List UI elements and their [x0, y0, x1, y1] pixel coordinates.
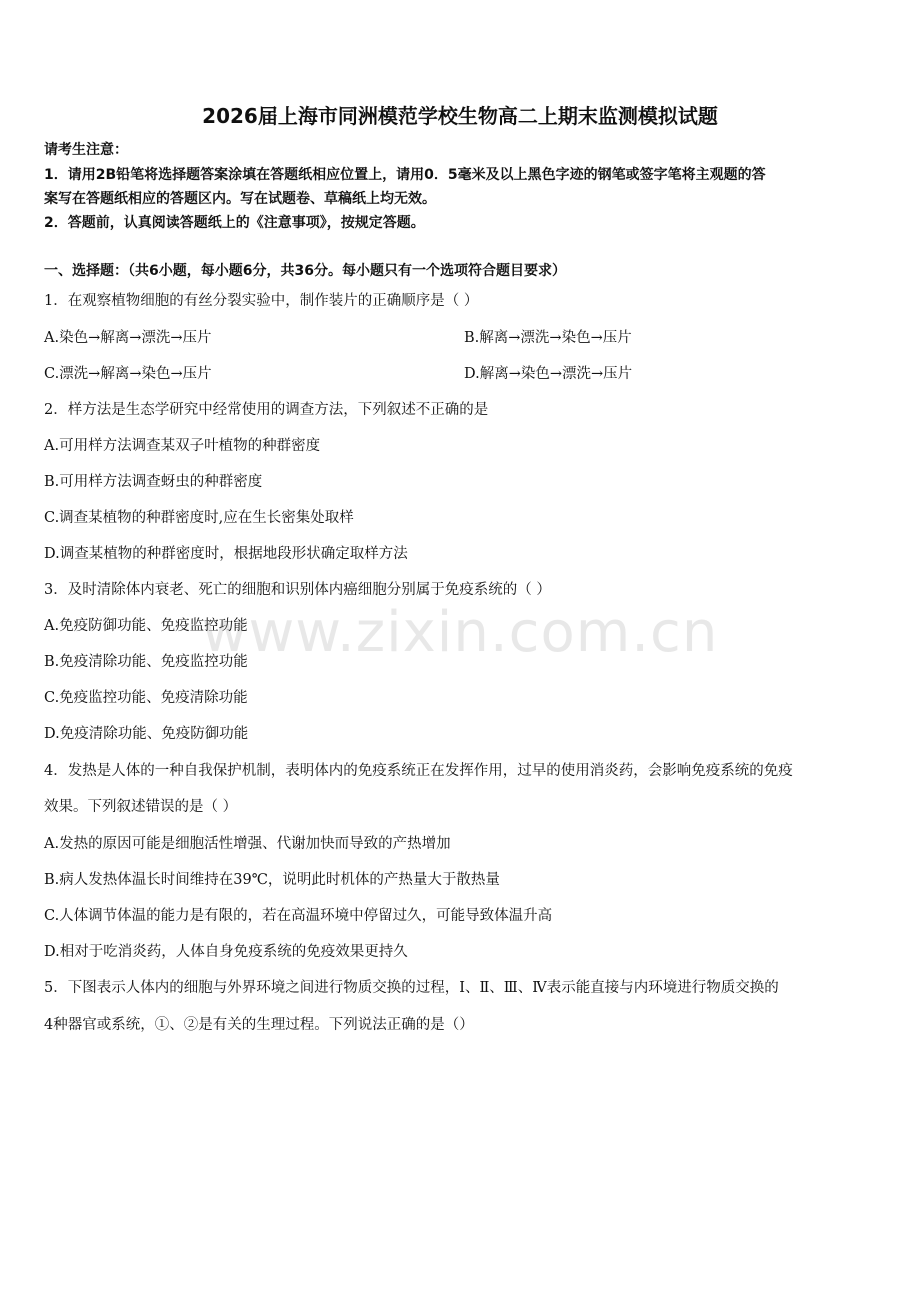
question-4-option-a: A.发热的原因可能是细胞活性增强、代谢加快而导致的产热增加 [44, 836, 451, 852]
question-4-stem-line-1: 4．发热是人体的一种自我保护机制，表明体内的免疫系统正在发挥作用，过早的使用消炎药，会影响免疫系统的免疫 [44, 763, 793, 779]
page-title: 2026届上海市同洲模范学校生物高二上期末监测模拟试题 [202, 104, 718, 128]
question-1-stem: 1．在观察植物细胞的有丝分裂实验中，制作装片的正确顺序是（ ） [44, 293, 479, 309]
section-heading: 一、选择题：（共6小题，每小题6分，共36分。每小题只有一个选项符合题目要求） [44, 263, 566, 279]
question-5-stem-line-1: 5．下图表示人体内的细胞与外界环境之间进行物质交换的过程，Ⅰ、Ⅱ、Ⅲ、Ⅳ表示能直接与内环境进行物质交换的 [44, 980, 779, 996]
notice-item-2: 2．答题前，认真阅读答题纸上的《注意事项》，按规定答题。 [44, 215, 425, 231]
question-2-option-c: C.调查某植物的种群密度时,应在生长密集处取样 [44, 510, 354, 526]
question-5-stem-line-2: 4种器官或系统，①、②是有关的生理过程。下列说法正确的是（） [44, 1017, 474, 1033]
question-1-option-c: C.漂洗→解离→染色→压片 [44, 366, 212, 382]
notice-item-1-line-2: 案写在答题纸相应的答题区内。写在试题卷、草稿纸上均无效。 [44, 191, 436, 207]
question-2-option-b: B.可用样方法调查蚜虫的种群密度 [44, 474, 263, 490]
question-3-option-d: D.免疫清除功能、免疫防御功能 [44, 726, 249, 742]
notice-item-1-line-1: 1．请用2B铅笔将选择题答案涂填在答题纸相应位置上，请用0．5毫米及以上黑色字迹的钢笔或签字笔将主观题的答 [44, 167, 766, 183]
question-4-option-d: D.相对于吃消炎药，人体自身免疫系统的免疫效果更持久 [44, 944, 408, 960]
question-1-option-a: A.染色→解离→漂洗→压片 [44, 330, 212, 346]
question-3-option-b: B.免疫清除功能、免疫监控功能 [44, 654, 248, 670]
question-3-stem: 3．及时清除体内衰老、死亡的细胞和识别体内癌细胞分别属于免疫系统的（ ） [44, 582, 551, 598]
question-1-option-row-1 [44, 326, 876, 347]
question-4-option-c: C.人体调节体温的能力是有限的，若在高温环境中停留过久，可能导致体温升高 [44, 908, 553, 924]
question-1-option-d: D.解离→染色→漂洗→压片 [464, 366, 633, 382]
question-2-option-a: A.可用样方法调查某双子叶植物的种群密度 [44, 438, 321, 454]
question-1-option-row-2 [44, 362, 876, 383]
question-2-stem: 2．样方法是生态学研究中经常使用的调查方法，下列叙述不正确的是 [44, 402, 489, 418]
watermark: www.zixin.com.cn [201, 600, 719, 665]
question-2-option-d: D.调查某植物的种群密度时，根据地段形状确定取样方法 [44, 546, 408, 562]
question-4-stem-line-2: 效果。下列叙述错误的是（ ） [44, 799, 238, 815]
notice-heading: 请考生注意： [44, 142, 128, 158]
question-4-option-b: B.病人发热体温长时间维持在39℃，说明此时机体的产热量大于散热量 [44, 872, 500, 888]
question-3-option-a: A.免疫防御功能、免疫监控功能 [44, 618, 248, 634]
question-3-option-c: C.免疫监控功能、免疫清除功能 [44, 690, 248, 706]
question-1-option-b: B.解离→漂洗→染色→压片 [464, 330, 632, 346]
